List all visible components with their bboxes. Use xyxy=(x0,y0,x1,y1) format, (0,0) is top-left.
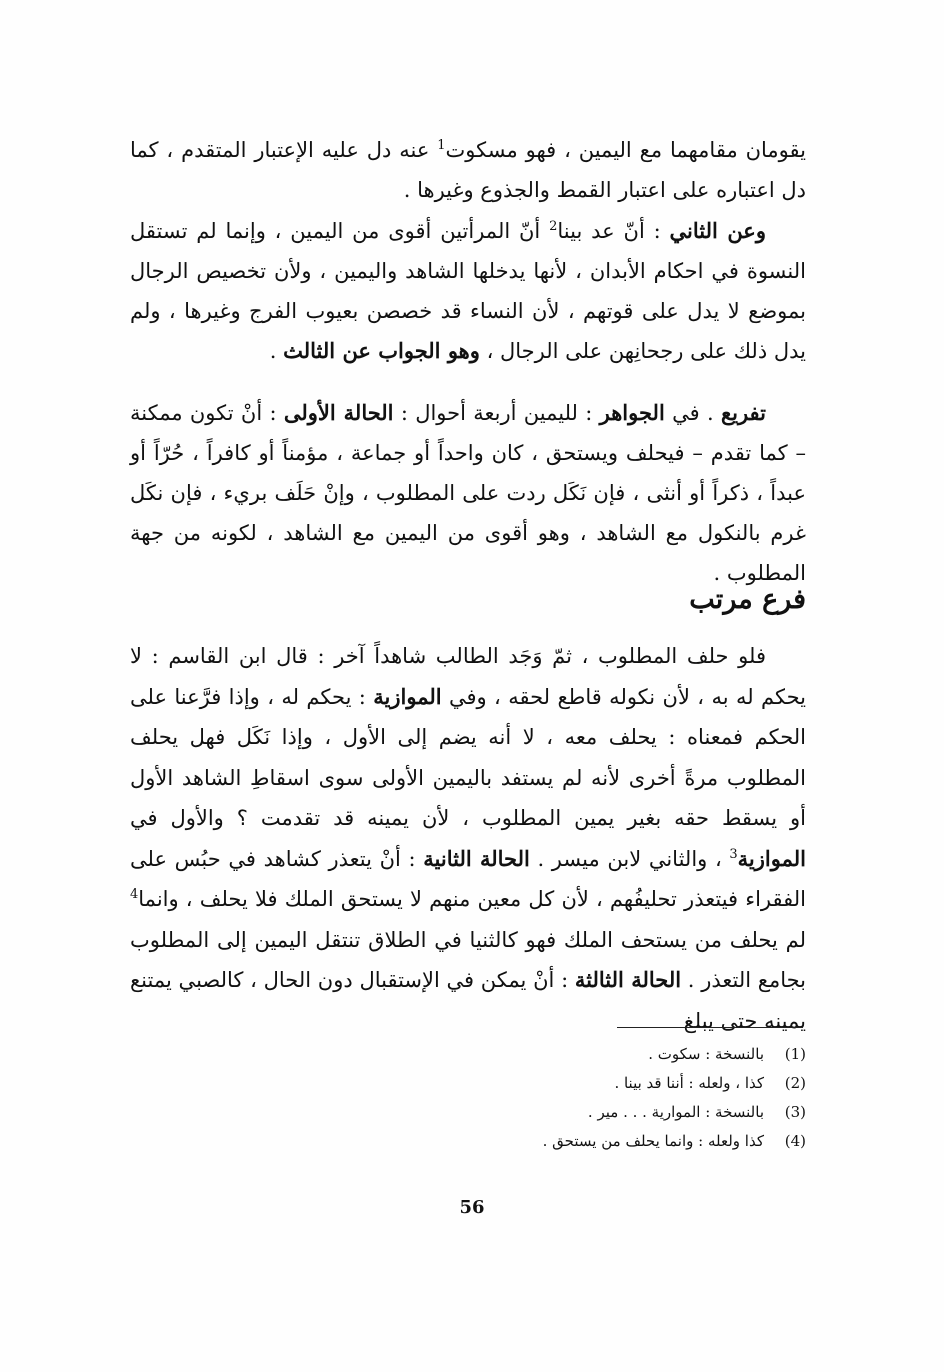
paragraph-3-case-1: الحالة الأولى xyxy=(283,400,394,425)
footnote-number: (2) xyxy=(784,1074,806,1092)
paragraph-1-text-b: عنه دل عليه الإعتبار المتقدم ، كما دل اعتباره على اعتبار القمط والجذوع وغيرها . xyxy=(130,138,806,202)
paragraph-3-lead: تفريع xyxy=(720,400,767,425)
footnote-number: (4) xyxy=(784,1132,806,1150)
footnote-ref-2: 2 xyxy=(549,219,558,234)
footnote-ref-1: 1 xyxy=(437,138,446,153)
paragraph-1 xyxy=(130,130,806,210)
paragraph-4-text-c: ، والثاني لابن ميسر . xyxy=(529,846,730,871)
paragraph-4-source-2: الموازية xyxy=(737,845,806,871)
paragraph-4-case-2: الحالة الثانية xyxy=(423,845,530,871)
paragraph-4-text-a: فلو حلف المطلوب ، ثمّ وَجَد الطالب شاهداً آخر : قال ابن القاسم : لا يحكم له به ، لأن نكوله قاطع لحقه ، وفي xyxy=(130,644,806,709)
footnote-ref-3: 3 xyxy=(729,846,738,862)
footnote-text: كذا ، ولعله : أننا قد بينا . xyxy=(614,1074,764,1092)
paragraph-2 xyxy=(130,211,806,371)
footnote-1 xyxy=(400,1040,806,1069)
footnote-3 xyxy=(400,1098,806,1127)
paragraph-2-lead: وعن الثاني xyxy=(669,218,766,243)
paragraph-4-source-1: الموازية xyxy=(373,683,442,709)
footnote-number: (1) xyxy=(784,1045,806,1063)
footnote-4 xyxy=(400,1127,806,1156)
paragraph-3-text-a: . في xyxy=(664,401,721,425)
page-number: 56 xyxy=(459,1197,485,1218)
paragraph-3-text-b: : لليمين أربعة أحوال : xyxy=(393,401,600,425)
footnote-text: كذا ولعله : وانما يحلف من يستحق . xyxy=(542,1132,764,1150)
footnote-text: بالنسخة : سكوت . xyxy=(648,1045,764,1063)
paragraph-2-text-b: أنّ المرأتين أقوى من اليمين ، وإنما لم تستقل النسوة في احكام الأبدان ، لأنها يدخلها الشاهد واليمين ، ولأن تخصيص الرجال بموضع لا يدل على قوتهم ، لأن النساء قد خصصن بعيوب الفرج وغيرها ، ولم يدل ذلك على رجحانِهن على الرجال ، xyxy=(130,219,806,363)
paragraph-4-text-f: : أنْ يمكن في الإستقبال دون الحال ، كالصبي يمتنع يمينه حتى يبلغ xyxy=(130,968,806,1033)
section-heading: فرع مرتب xyxy=(689,584,806,615)
paragraph-2-tail: وهو الجواب عن الثالث xyxy=(283,338,480,363)
footnote-text: بالنسخة : الموارية . . . مير . xyxy=(587,1103,764,1121)
footnote-number: (3) xyxy=(784,1103,806,1121)
footnote-divider xyxy=(617,1027,803,1028)
paragraph-2-text-a: : أنّ عد بينا xyxy=(557,219,670,243)
paragraph-4-text-d: : أنْ يتعذر كشاهد في حبُس على الفقراء فيتعذر تحليفُهم ، لأن كل معين منهم لا يستحق الملك فلا يحلف ، وانما xyxy=(130,846,806,911)
paragraph-3-source: الجواهر xyxy=(599,400,665,425)
paragraph-4 xyxy=(130,636,806,1041)
footnote-2 xyxy=(400,1069,806,1098)
paragraph-1-text-a: يقومان مقامهما مع اليمين ، فهو مسكوت xyxy=(445,138,806,162)
footnotes xyxy=(400,1040,806,1156)
paragraph-3 xyxy=(130,393,806,593)
paragraph-4-case-3: الحالة الثالثة xyxy=(574,967,682,992)
paragraph-4-text-e: لم يحلف من يستحف الملك فهو كالثنيا في الطلاق تنتقل اليمين إلى المطلوب بجامع التعذر . xyxy=(130,927,807,992)
paragraph-2-end: . xyxy=(269,339,284,363)
paragraph-3-text-c: : أنْ تكون ممكنة – كما تقدم – فيحلف ويستحق ، كان واحداً أو جماعة ، مؤمناً أو كافراً ، حُرّاً أو عبداً ، ذكراً أو أنثى ، فإن نَكَل ردت على المطلوب ، وإنْ حَلَف بريء ، فإن نكَل غرم بالنكول مع الشاهد ، وهو أقوى من اليمين مع الشاهد ، لكونه من جهة المطلوب . xyxy=(130,401,806,585)
paragraph-4-text-b: : يحكم له ، وإذا فرَّعنا على الحكم فمعناه : يحلف معه ، لا أنه يضم إلى الأول ، وإذا نَكَل فهل يحلف المطلوب مرةً أخرى لأنه لم يستفد باليمين الأولى سوى اسقاطِ الشاهد الأول أو يسقط حقه بغير يمين المطلوب ، لأن يمينه قد تقدمت ؟ والأول في xyxy=(130,684,806,830)
footnote-ref-4: 4 xyxy=(130,887,139,902)
